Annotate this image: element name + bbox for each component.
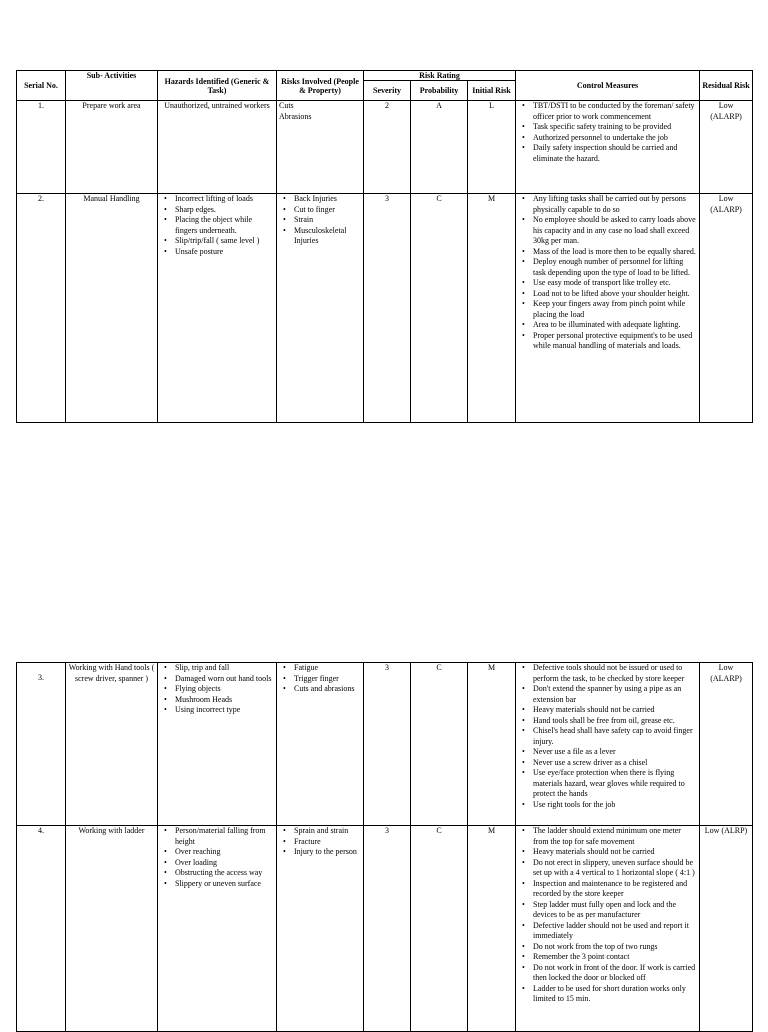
hazard-item: • Slippery or uneven surface	[175, 879, 274, 890]
control-item: • Authorized personnel to undertake the job	[533, 133, 697, 144]
initial-risk-cell: M	[468, 194, 516, 423]
risks-cell: Cuts Abrasions	[277, 101, 364, 194]
risk-item: • Cuts and abrasions	[294, 684, 361, 695]
activity-cell: Working with Hand tools ( screw driver, spanner )	[66, 663, 158, 826]
header-row	[17, 71, 753, 81]
control-item: • Defective ladder should not be used and report it immediately	[533, 921, 697, 942]
control-item: • Daily safety inspection should be carried and eliminate the hazard.	[533, 143, 697, 164]
control-item: • TBT/DSTI to be conducted by the foreman/ safety officer prior to work commencement	[533, 101, 697, 122]
hazards-cell	[158, 826, 277, 1032]
initial-risk-cell: M	[468, 663, 516, 826]
residual-risk-cell: Low (ALARP)	[700, 101, 753, 194]
header-risk-rating: Risk Rating	[364, 71, 516, 81]
probability-cell: C	[411, 826, 468, 1032]
risk-item: • Musculoskeletal Injuries	[294, 226, 361, 247]
risk-item: • Fracture	[294, 837, 361, 848]
control-item: • Don't extend the spanner by using a pipe as an extension bar	[533, 684, 697, 705]
control-item: • Heavy materials should not be carried	[533, 847, 697, 858]
table-row	[17, 194, 753, 423]
activity-cell: Prepare work area	[66, 101, 158, 194]
header-severity: Severity	[364, 81, 411, 101]
control-item: • Hand tools shall be free from oil, grease etc.	[533, 716, 697, 727]
control-item: • Task specific safety training to be provided	[533, 122, 697, 133]
initial-risk-cell: L	[468, 101, 516, 194]
control-measures-cell	[516, 663, 700, 826]
control-item: • No employee should be asked to carry loads above his capacity and in any case no load shall exceed 30kg per man.	[533, 215, 697, 247]
control-item: • Never use a file as a lever	[533, 747, 697, 758]
control-item: • Any lifting tasks shall be carried out by persons physically capable to do so	[533, 194, 697, 215]
risks-cell	[277, 826, 364, 1032]
control-item: • Ladder to be used for short duration works only limited to 15 min.	[533, 984, 697, 1005]
hazard-item: • Slip, trip and fall	[175, 663, 274, 674]
risk-item: • Trigger finger	[294, 674, 361, 685]
hazard-item: • Unsafe posture	[175, 247, 274, 258]
activity-cell: Working with ladder	[66, 826, 158, 1032]
control-item: • The ladder should extend minimum one meter from the top for safe movement	[533, 826, 697, 847]
hazard-item: • Damaged worn out hand tools	[175, 674, 274, 685]
header-risks: Risks Involved (People & Property)	[277, 71, 364, 101]
serial-cell: 2.	[17, 194, 66, 423]
hazard-item: • Over loading	[175, 858, 274, 869]
hazard-item: • Placing the object while fingers underneath.	[175, 215, 274, 236]
hazards-cell	[158, 663, 277, 826]
control-item: • Use right tools for the job	[533, 800, 697, 811]
control-item: • Chisel's head shall have safety cap to avoid finger injury.	[533, 726, 697, 747]
control-item: • Area to be illuminated with adequate lighting.	[533, 320, 697, 331]
control-item: • Defective tools should not be issued or used to perform the task, to be checked by store keeper	[533, 663, 697, 684]
risk-assessment-table-page-2	[16, 662, 753, 1032]
residual-risk-cell: Low (ALARP)	[700, 194, 753, 423]
hazard-item: • Using incorrect type	[175, 705, 274, 716]
serial-cell: 3.	[17, 663, 66, 826]
hazard-item: • Slip/trip/fall ( same level )	[175, 236, 274, 247]
hazards-cell	[158, 194, 277, 423]
initial-risk-cell: M	[468, 826, 516, 1032]
residual-risk-cell: Low (ALARP)	[700, 663, 753, 826]
risk-item: • Strain	[294, 215, 361, 226]
header-control-measures: Control Measures	[516, 71, 700, 101]
risk-item: • Injury to the person	[294, 847, 361, 858]
header-residual-risk: Residual Risk	[700, 71, 753, 101]
probability-cell: C	[411, 663, 468, 826]
control-item: • Use eye/face protection when there is flying materials hazard, wear gloves while required to protect the hands	[533, 768, 697, 800]
control-item: • Inspection and maintenance to be registered and recorded by the store keeper	[533, 879, 697, 900]
header-hazards: Hazards Identified (Generic & Task)	[158, 71, 277, 101]
control-item: • Never use a screw driver as a chisel	[533, 758, 697, 769]
header-serial: Serial No.	[17, 71, 66, 101]
control-measures-cell	[516, 194, 700, 423]
table-row	[17, 101, 753, 194]
risk-item: • Fatigue	[294, 663, 361, 674]
residual-risk-cell: Low (ALRP)	[700, 826, 753, 1032]
hazard-item: • Sharp edges.	[175, 205, 274, 216]
control-item: • Step ladder must fully open and lock and the devices to be as per manufacturer	[533, 900, 697, 921]
hazard-item: • Obstructing the access way	[175, 868, 274, 879]
header-initial-risk: Initial Risk	[468, 81, 516, 101]
table-row	[17, 663, 753, 826]
control-item: • Heavy materials should not be carried	[533, 705, 697, 716]
risks-cell	[277, 194, 364, 423]
table-row	[17, 826, 753, 1032]
activity-cell: Manual Handling	[66, 194, 158, 423]
serial-cell: 1.	[17, 101, 66, 194]
hazard-item: • Over reaching	[175, 847, 274, 858]
hazard-item: • Incorrect lifting of loads	[175, 194, 274, 205]
probability-cell: C	[411, 194, 468, 423]
hazard-item: • Flying objects	[175, 684, 274, 695]
control-item: • Remember the 3 point contact	[533, 952, 697, 963]
severity-cell: 3	[364, 826, 411, 1032]
control-item: • Proper personal protective equipment's to be used while manual handling of materials and loads.	[533, 331, 697, 352]
control-item: • Mass of the load is more then to be equally shared.	[533, 247, 697, 258]
control-item: • Use easy mode of transport like trolley etc.	[533, 278, 697, 289]
risk-assessment-table-page-1	[16, 70, 753, 423]
header-probability: Probability	[411, 81, 468, 101]
header-sub-activities: Sub- Activities	[66, 71, 158, 101]
hazard-item: • Mushroom Heads	[175, 695, 274, 706]
severity-cell: 3	[364, 663, 411, 826]
serial-cell: 4.	[17, 826, 66, 1032]
control-item: • Keep your fingers away from pinch point while placing the load	[533, 299, 697, 320]
control-item: • Do not work from the top of two rungs	[533, 942, 697, 953]
risk-item: • Cut to finger	[294, 205, 361, 216]
control-item: • Do not erect in slippery, uneven surface should be set up with a 4 vertical to 1 horizontal slope ( 4:1 )	[533, 858, 697, 879]
control-measures-cell	[516, 101, 700, 194]
control-measures-cell	[516, 826, 700, 1032]
control-item: • Deploy enough number of personnel for lifting task depending upon the type of load to be lifted.	[533, 257, 697, 278]
risk-item: • Sprain and strain	[294, 826, 361, 837]
risks-cell	[277, 663, 364, 826]
risk-item: • Back Injuries	[294, 194, 361, 205]
control-item: • Do not work in front of the door. If work is carried then locked the door or blocked off	[533, 963, 697, 984]
hazards-cell: Unauthorized, untrained workers	[158, 101, 277, 194]
severity-cell: 2	[364, 101, 411, 194]
probability-cell: A	[411, 101, 468, 194]
control-item: • Load not to be lifted above your shoulder height.	[533, 289, 697, 300]
severity-cell: 3	[364, 194, 411, 423]
hazard-item: • Person/material falling from height	[175, 826, 274, 847]
